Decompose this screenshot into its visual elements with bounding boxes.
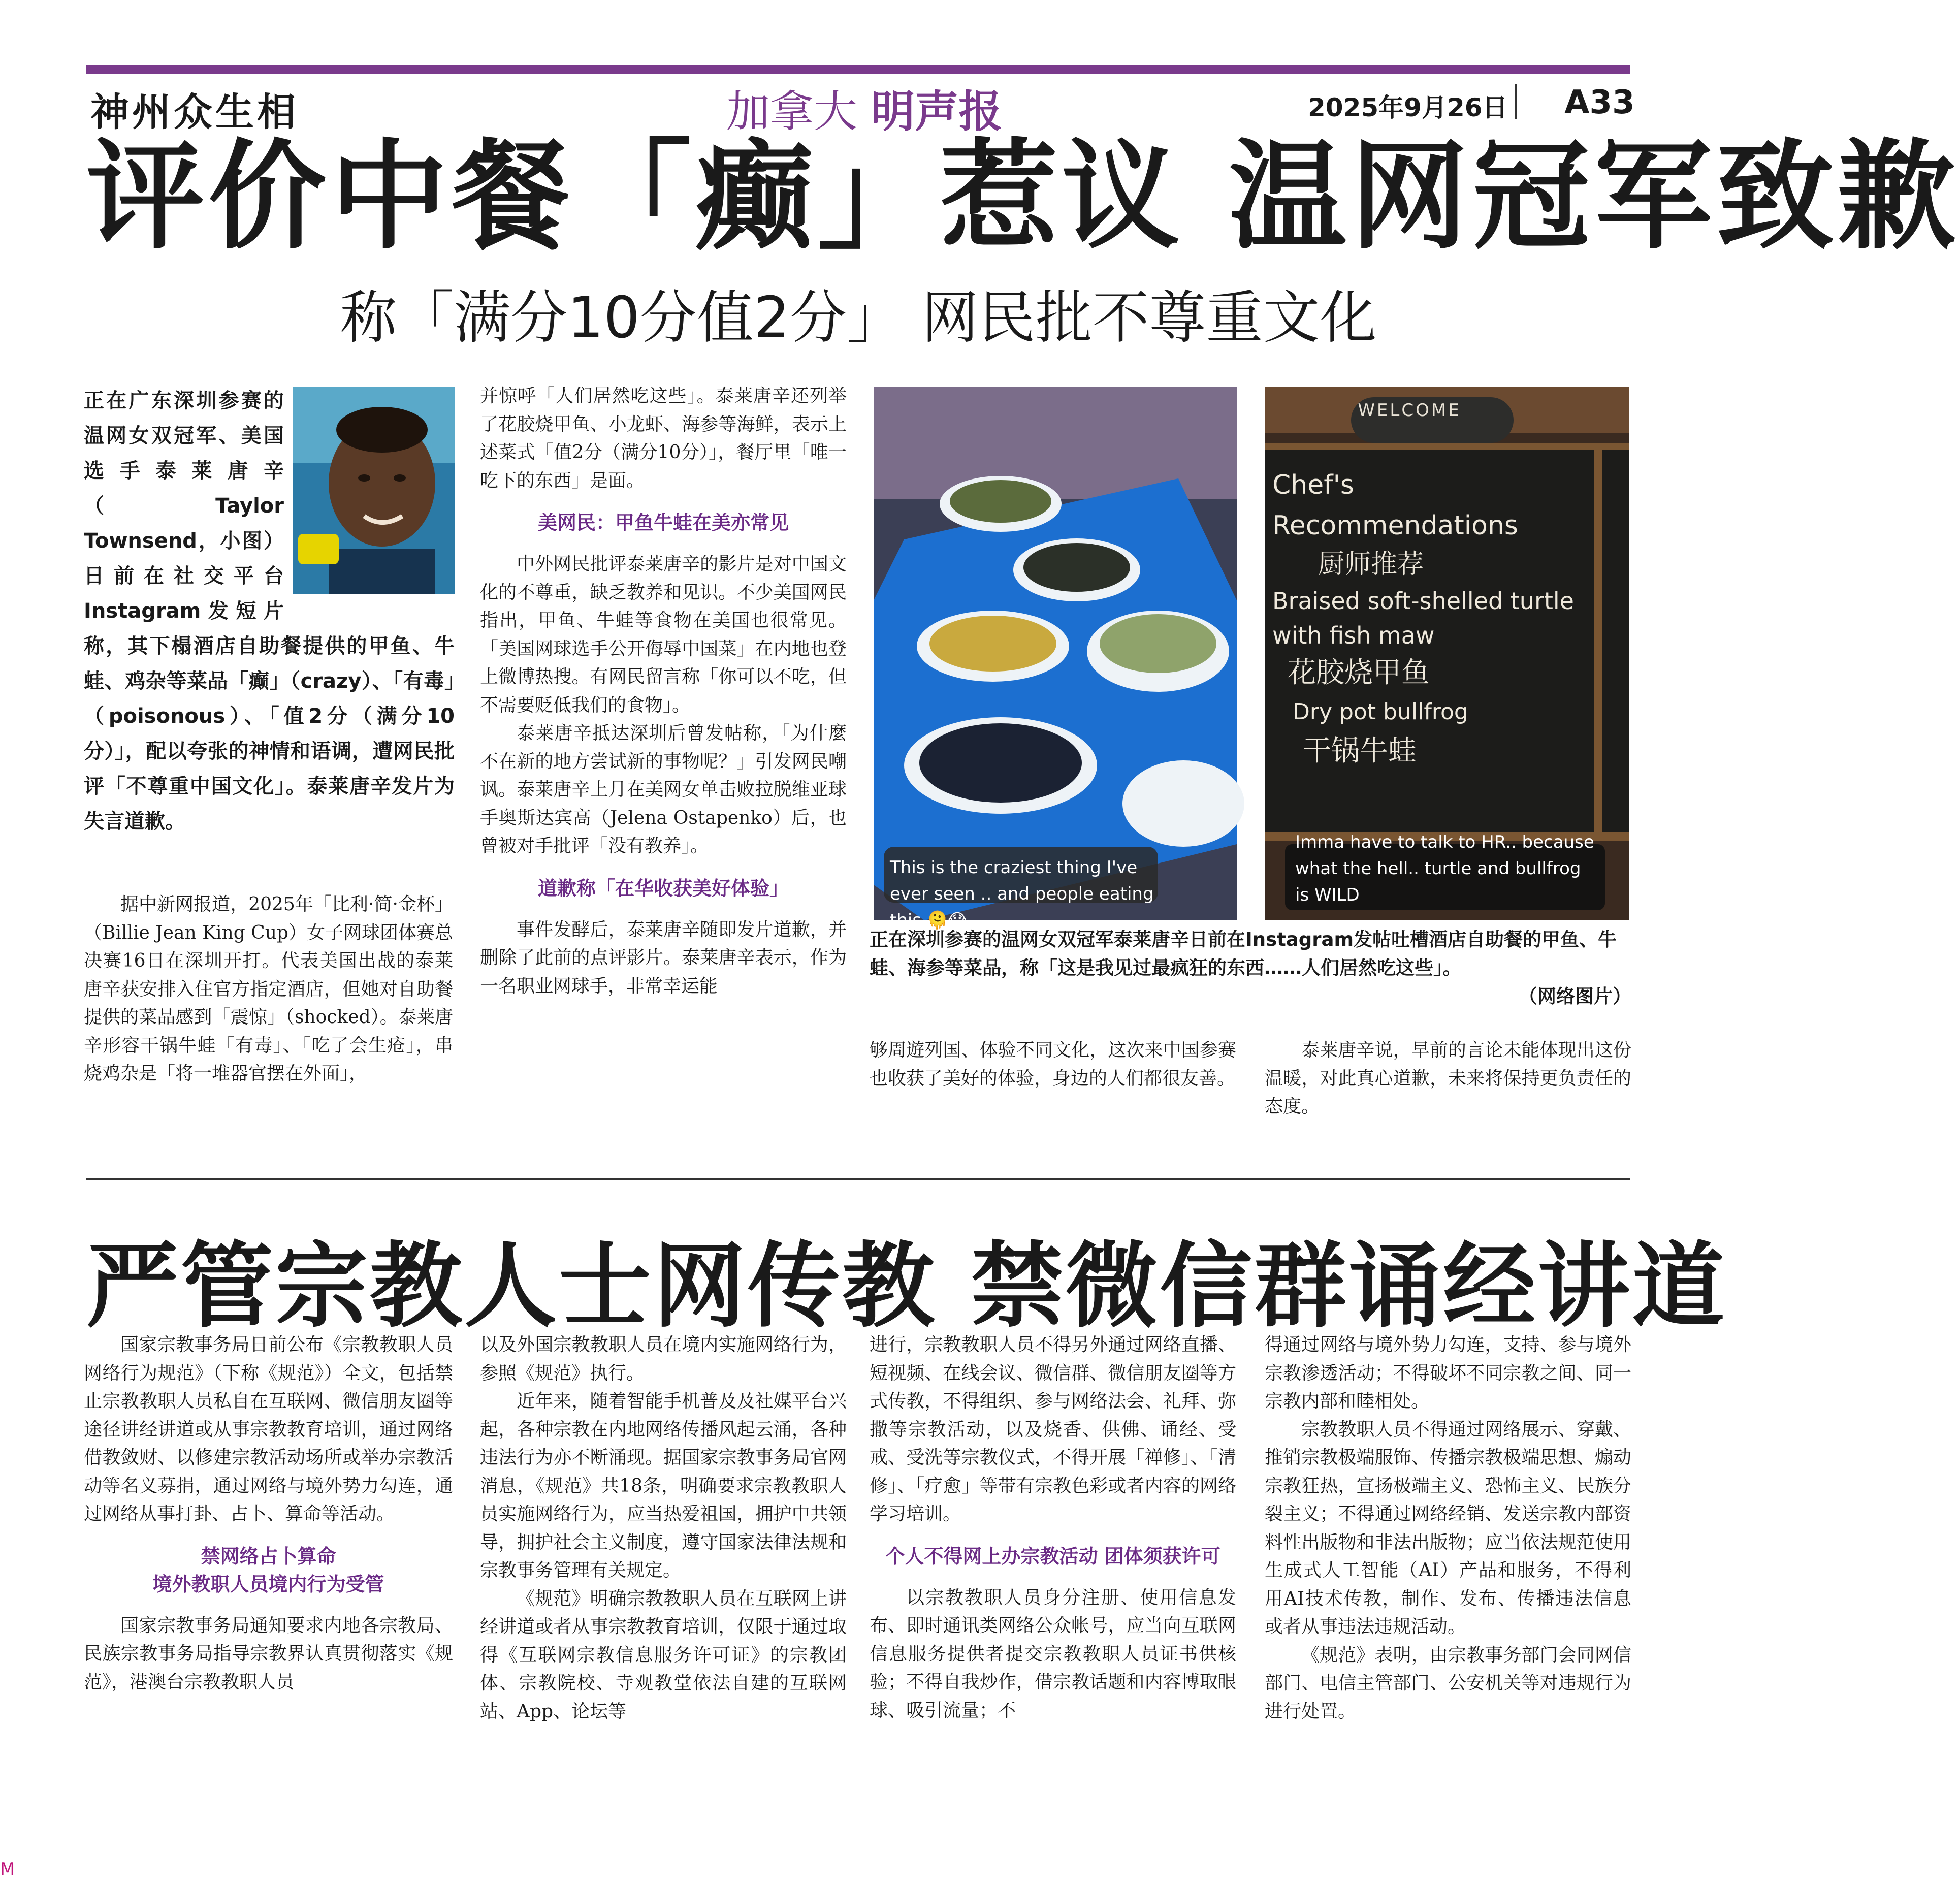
story2-col3-paragraph-2: 以宗教教职人员身分注册、使用信息发布、即时通讯类网络公众帐号，应当向互联网信息服务提供者提交宗教教职人员证书供核验；不得自我炒作，借宗教话题和内容博取眼球、吸引流量；不 <box>870 1587 1236 1721</box>
story1-subheading-apology: 道歉称「在华收获美好体验」 <box>537 877 789 900</box>
story2-headline: 严管宗教人士网传教 禁微信群诵经讲道 <box>86 1231 1727 1340</box>
story1-col1 <box>84 890 453 1088</box>
page-number: A33 <box>1564 84 1635 121</box>
section-name: 神州众生相 <box>90 89 299 135</box>
story1-subheading-netizens: 美网民：甲鱼牛蛙在美亦常见 <box>537 512 789 534</box>
chalkboard-line: 干锅牛蛙 <box>1303 734 1417 768</box>
story2-col2-paragraph-2: 近年来，随着智能手机普及及社媒平台兴起，各种宗教在内地网络传播风起云涌，各种违法行为亦不断涌现。据国家宗教事务局官网消息，《规范》共18条，明确要求宗教教职人员实施网络行为，应当热爱祖国，拥护中共领导，拥护社会主义制度，遵守国家法律法规和宗教事务管理有关规定。 <box>480 1391 847 1581</box>
story1-subhead: 称「满分10分值2分」 网民批不尊重文化 <box>340 285 1377 351</box>
chalkboard-line: 厨师推荐 <box>1318 549 1424 580</box>
story2-subheading-divination: 禁网络占卜算命 境外教职人员境内行为受管 <box>152 1545 384 1595</box>
story1-col1-paragraph: 据中新网报道，2025年「比利·简·金杯」（Billie Jean King Cup）女子网球团体赛总决赛16日在深圳开打。代表美国出战的泰莱唐辛获安排入住官方指定酒店，但她对自助餐提供的菜品感到「震惊」（shocked）。泰莱唐辛形容干锅牛蛙「有毒」、「吃了会生疮」，串烧鸡杂是「将一堆器官摆在外面」， <box>84 894 453 1084</box>
story2-col4-paragraph-3: 《规范》表明，由宗教事务部门会同网信部门、电信主管部门、公安机关等对违规行为进行处置。 <box>1265 1644 1631 1722</box>
story2-col1-paragraph-1: 国家宗教事务局日前公布《宗教教职人员网络行为规范》（下称《规范》）全文，包括禁止宗教教职人员私自在互联网、微信朋友圈等途径讲经讲道或从事宗教教育培训，通过网络借教敛财、以修建宗教活动场所或举办宗教活动等名义募捐，通过网络与境外势力勾连，通过网络从事打卦、占卜、算命等活动。 <box>84 1334 453 1524</box>
story-divider <box>86 1178 1630 1180</box>
story2-col2-paragraph-3: 《规范》明确宗教教职人员在互联网上讲经讲道或者从事宗教教育培训，仅限于通过取得《互联网宗教信息服务许可证》的宗教团体、宗教院校、寺观教堂依法自建的互联网站、App、论坛等 <box>480 1588 847 1722</box>
story1-col2-paragraph-3: 泰莱唐辛抵达深圳后曾发帖称，「为什麼不在新的地方尝试新的事物呢？」引发网民嘲讽。泰莱唐辛上月在美网女单击败拉脱维亚球手奥斯达宾高（Jelena Ostapenko）后，也曾被对手批评「没有教养」。 <box>480 723 847 856</box>
story1-col4 <box>1265 1036 1631 1121</box>
story2-col2 <box>480 1331 847 1725</box>
chalkboard-photo-overlay: Imma have to talk to HR.. because what the hell.. turtle and bullfrog is WILD <box>1295 832 1594 905</box>
chalkboard-line: Chef's Recommendations <box>1272 470 1519 541</box>
story2-col4 <box>1265 1331 1631 1725</box>
buffet-photo-overlay: This is the craziest thing I've ever seen .. and people eating this 🫠😱 <box>890 857 1154 931</box>
story2-col1-paragraph-2: 国家宗教事务局通知要求内地各宗教局、民族宗教事务局指导宗教界认真贯彻落实《规范》，港澳台宗教教职人员 <box>84 1615 453 1692</box>
photo-caption <box>870 925 1631 1011</box>
photo-caption-text: 正在深圳参赛的温网女双冠军泰莱唐辛日前在Instagram发帖吐槽酒店自助餐的甲鱼、牛蛙、海参等菜品，称「这是我见过最疯狂的东西……人们居然吃这些」。 <box>870 929 1617 979</box>
story2-col3-paragraph-1: 进行，宗教教职人员不得另外通过网络直播、短视频、在线会议、微信群、微信朋友圈等方式传教，不得组织、参与网络法会、礼拜、弥撒等宗教活动，以及烧香、供佛、诵经、受戒、受洗等宗教仪式，不得开展「禅修」、「清修」、「疗愈」等带有宗教色彩或者内容的网络学习培训。 <box>870 1334 1236 1524</box>
header-divider <box>1515 84 1517 119</box>
buffet-photo <box>874 387 1237 920</box>
chalkboard-line: Braised soft-shelled turtle <box>1272 587 1574 615</box>
chalkboard-line: 花胶烧甲鱼 <box>1288 656 1430 689</box>
chalkboard-line: Dry pot bullfrog <box>1293 699 1468 725</box>
story1-col2-paragraph-4: 事件发酵后，泰莱唐辛随即发片道歉，并删除了此前的点评影片。泰莱唐辛表示，作为一名职业网球手，非常幸运能 <box>480 919 847 997</box>
chalkboard-menu <box>1272 465 1597 773</box>
margin-mark: M <box>0 1859 15 1879</box>
chalkboard-line: with fish maw <box>1272 622 1435 649</box>
story1-col4-paragraph: 泰莱唐辛说，早前的言论未能体现出这份温暖，对此真心道歉，未来将保持更负责任的态度。 <box>1265 1040 1631 1117</box>
story1-col2-paragraph-2: 中外网民批评泰莱唐辛的影片是对中国文化的不尊重，缺乏教养和见识。不少美国网民指出，甲鱼、牛蛙等食物在美国也很常见。「美国网球选手公开侮辱中国菜」在内地也登上微博热搜。有网民留言称「你可以不吃，但不需要贬低我们的食物」。 <box>480 554 847 716</box>
story1-headline: 评价中餐「癫」惹议 温网冠军致歉 <box>86 126 1960 265</box>
photo-credit: （网络图片） <box>1519 985 1631 1007</box>
story1-col2-paragraph-1: 并惊呼「人们居然吃这些」。泰莱唐辛还列举了花胶烧甲鱼、小龙虾、海参等海鲜，表示上述菜式「值2分（满分10分）」，餐厅里「唯一吃下的东西」是面。 <box>480 386 847 491</box>
issue-date: 2025年9月26日 <box>1308 93 1508 122</box>
masthead-region: 加拿大 <box>726 86 857 137</box>
story2-col4-paragraph-2: 宗教教职人员不得通过网络展示、穿戴、推销宗教极端服饰、传播宗教极端思想、煽动宗教狂热，宣扬极端主义、恐怖主义、民族分裂主义；不得通过网络经销、发送宗教内部资料性出版物和非法出版物；应当依法规范使用生成式人工智能（AI）产品和服务，不得利用AI技术传教，制作、发布、传播违法信息或者从事违法违规活动。 <box>1265 1419 1631 1637</box>
story2-col1 <box>84 1331 453 1696</box>
story1-lead: 正在广东深圳参赛的温网女双冠军、美国选手泰莱唐辛（Taylor Townsend，小图）日前在社交平台Instagram发短片称，其下榻酒店自助餐提供的甲鱼、牛蛙、鸡杂等菜品「癫」（crazy）、「有毒」（poisonous）、「值2分（满分10分）」，配以夸张的神情和语调，遭网民批评「不尊重中国文化」。泰莱唐辛发片为失言道歉。 <box>84 389 455 833</box>
story2-col4-paragraph-1: 得通过网络与境外势力勾连，支持、参与境外宗教渗透活动；不得破坏不同宗教之间、同一宗教内部和睦相处。 <box>1265 1334 1631 1412</box>
story2-col2-paragraph-1: 以及外国宗教教职人员在境内实施网络行为，参照《规范》执行。 <box>480 1334 847 1384</box>
story2-col3 <box>870 1331 1236 1724</box>
story1-col3-paragraph: 够周遊列国、体验不同文化，这次来中国参赛也收获了美好的体验，身边的人们都很友善。 <box>870 1040 1236 1089</box>
story1-col3 <box>870 1036 1236 1093</box>
taylor-townsend-portrait <box>293 387 455 594</box>
story1-col2 <box>480 382 847 1000</box>
masthead-rule <box>86 65 1630 74</box>
chalkboard-welcome: WELCOME <box>1358 400 1461 421</box>
story2-subheading-permits: 个人不得网上办宗教活动 团体须获许可 <box>885 1545 1220 1568</box>
story1-lead-block <box>84 383 455 839</box>
masthead-name: 明声报 <box>871 86 1003 137</box>
